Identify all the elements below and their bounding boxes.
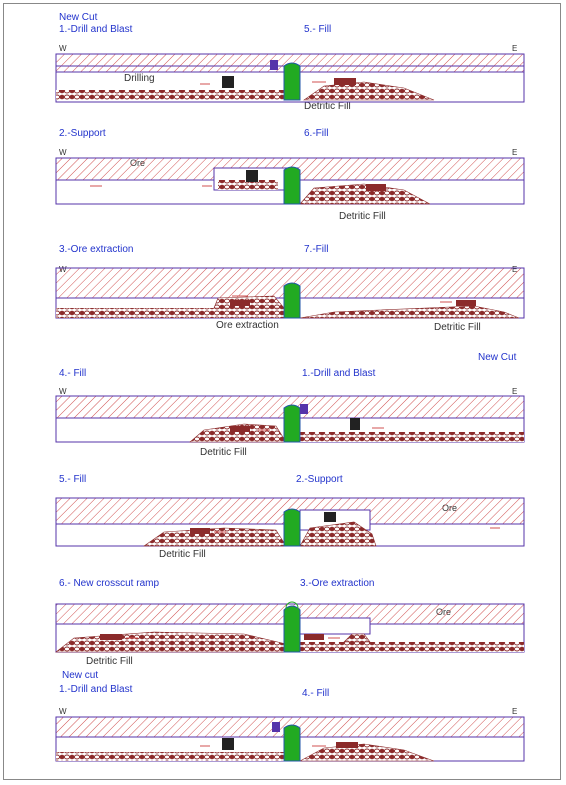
panel-6-left-title: 6.- New crosscut ramp xyxy=(59,578,160,589)
miners-icon xyxy=(222,76,234,88)
miners-icon xyxy=(246,170,258,182)
diagram-sheet xyxy=(3,3,561,780)
panel-7-left-title: 1.-Drill and Blast xyxy=(59,684,133,695)
detritic-fill-label: Detritic Fill xyxy=(304,101,351,112)
panel-4-left-title: 4.- Fill xyxy=(59,368,87,379)
loader-icon xyxy=(230,426,250,432)
panel-5-left-title: 5.- Fill xyxy=(59,474,87,485)
detritic-fill-label: Detritic Fill xyxy=(200,447,247,458)
loader-icon xyxy=(230,300,250,306)
panel-3-left-title: 3.-Ore extraction xyxy=(59,244,134,255)
loader-icon xyxy=(336,742,358,748)
panel-1-right-title: 5.- Fill xyxy=(304,24,332,35)
loader-icon xyxy=(366,184,386,191)
panel-1-section xyxy=(56,54,524,102)
miners-icon xyxy=(222,738,234,750)
panel-3-right-title: 7.-Fill xyxy=(304,244,329,255)
panel-2-left-title: 2.-Support xyxy=(59,128,106,139)
panel-5-right-title: 2.-Support xyxy=(296,474,343,485)
west-marker: W xyxy=(59,44,67,53)
ore-extraction-label: Ore extraction xyxy=(216,320,279,331)
new-cut-note: New Cut xyxy=(478,352,517,363)
loader-icon xyxy=(456,300,476,306)
panel-1-left-title: 1.-Drill and Blast xyxy=(59,24,133,35)
east-marker: E xyxy=(512,148,518,157)
east-marker: E xyxy=(512,44,518,53)
drill-rig-icon xyxy=(270,60,278,70)
panel-6-section xyxy=(56,602,524,652)
panel-6-right-title: 3.-Ore extraction xyxy=(300,578,375,589)
new-cut-note: New Cut xyxy=(59,12,98,23)
loader-icon xyxy=(334,78,356,85)
detritic-fill-label: Detritic Fill xyxy=(339,211,386,222)
panel-2-right-title: 6.-Fill xyxy=(304,128,329,139)
section-drawings xyxy=(4,4,560,779)
panel-7-right-title: 4.- Fill xyxy=(302,688,330,699)
new-cut-note: New cut xyxy=(62,670,99,681)
east-marker: E xyxy=(512,707,518,716)
miners-icon xyxy=(324,512,336,522)
west-marker: W xyxy=(59,387,67,396)
panel-5-section xyxy=(56,498,524,546)
loader-icon xyxy=(304,634,324,640)
drill-rig-icon xyxy=(300,404,308,414)
west-marker: W xyxy=(59,707,67,716)
detritic-fill-label: Detritic Fill xyxy=(86,656,133,667)
detritic-fill-label: Detritic Fill xyxy=(434,322,481,333)
drill-rig-icon xyxy=(272,722,280,732)
panel-4-right-title: 1.-Drill and Blast xyxy=(302,368,376,379)
west-marker: W xyxy=(59,148,67,157)
detritic-fill-label: Detritic Fill xyxy=(159,549,206,560)
miners-icon xyxy=(350,418,360,430)
panel-2-section xyxy=(56,158,524,204)
loader-icon xyxy=(190,528,210,534)
east-marker: E xyxy=(512,387,518,396)
loader-icon xyxy=(100,634,122,640)
panel-7-section xyxy=(56,717,524,761)
panel-3-section xyxy=(56,268,524,318)
panel-4-section xyxy=(56,396,524,442)
drilling-label: Drilling xyxy=(124,73,155,84)
